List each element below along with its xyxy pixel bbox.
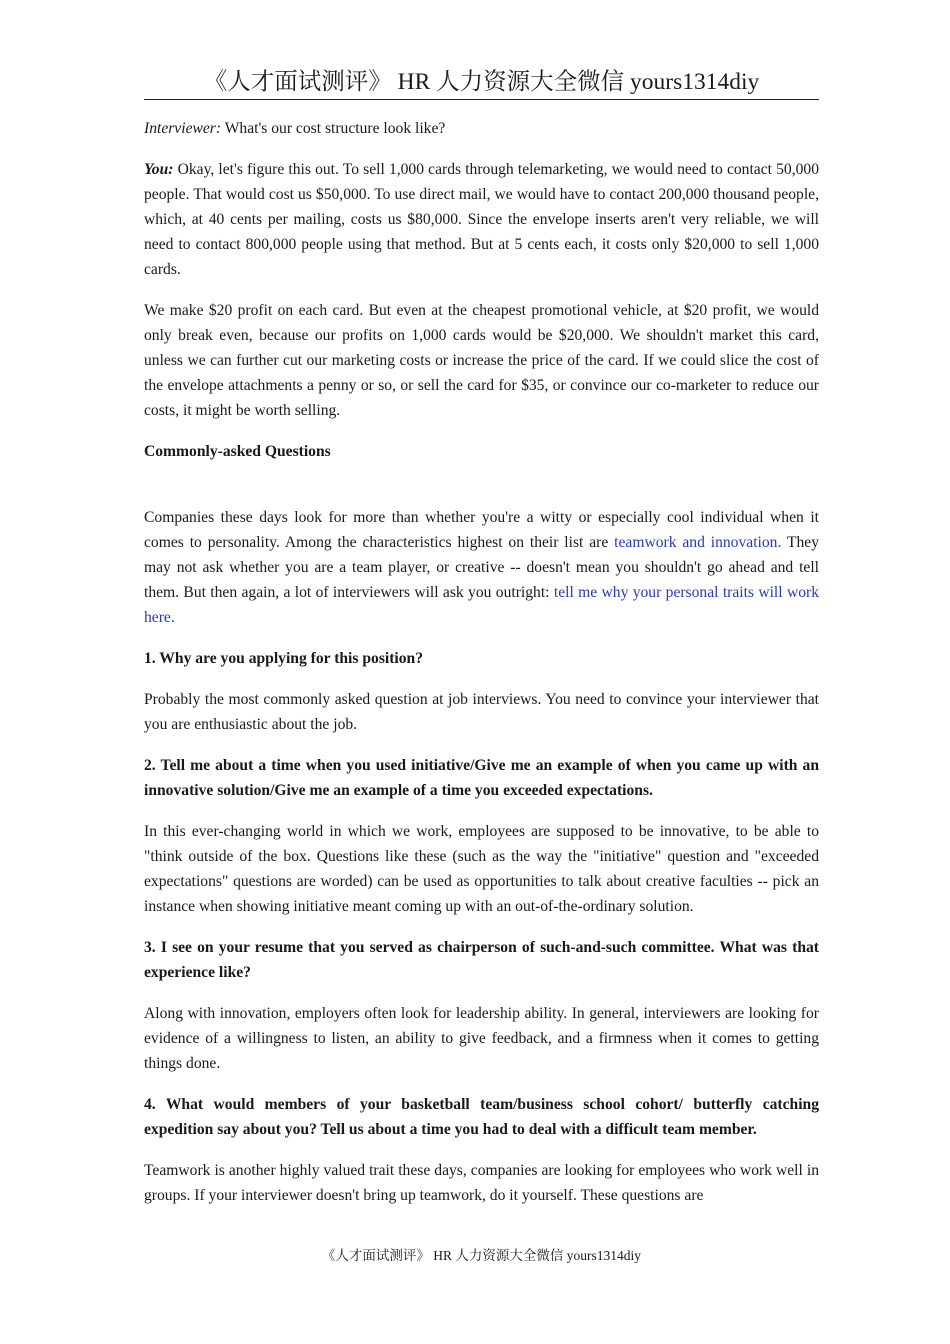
conclusion-paragraph: We make $20 profit on each card. But even at the cheapest promotional vehicle, at $20 profit, we would only break even, because our profits on 1,000 cards would be $20,000. We shouldn't market this card, unless we can further cut our marketing costs or increase the price of the card. If we could slice the cost of the envelope attachments a penny or so, or sell the card for $35, or convince our co-marketer to reduce our costs, it might be worth selling.: [144, 302, 819, 419]
question-3-answer: Along with innovation, employers often look for leadership ability. In general, interviewers are looking for evidence of a willingness to listen, an ability to give feedback, and a firmness when it comes to getting things done.: [144, 1005, 819, 1072]
question-2-heading: 2. Tell me about a time when you used initiative/Give me an example of when you came up with an innovative solution/Give me an example of a time you exceeded expectations.: [144, 757, 819, 799]
document-body: [144, 116, 819, 1224]
question-1-answer: Probably the most commonly asked question at job interviews. You need to convince your interviewer that you are enthusiastic about the job.: [144, 691, 819, 733]
page-footer-text: 《人才面试测评》 HR 人力资源大全微信 yours1314diy: [321, 1248, 642, 1263]
interviewer-line: [144, 116, 819, 141]
you-line: [144, 157, 819, 282]
question-4-answer: Teamwork is another highly valued trait these days, companies are looking for employees who work well in groups. If your interviewer doesn't bring up teamwork, do it yourself. These questions are: [144, 1162, 819, 1204]
you-label: You:: [144, 161, 174, 178]
intro-text-2: They may not ask whether you are a team player, or creative -- doesn't mean you shouldn't go ahead and tell them. But then again, a lot of interviewers will ask you outright:: [144, 534, 819, 601]
page-header-title: 《人才面试测评》 HR 人力资源大全微信 yours1314diy: [203, 69, 760, 95]
intro-link-teamwork[interactable]: teamwork and innovation.: [614, 534, 782, 551]
question-1-heading: 1. Why are you applying for this position?: [144, 650, 424, 667]
question-4-heading: 4. What would members of your basketball team/business school cohort/ butterfly catching expedition say about you? Tell us about a time you had to deal with a difficult team member.: [144, 1096, 819, 1138]
intro-link-traits[interactable]: tell me why your personal traits will work here.: [144, 584, 819, 626]
page-header: [144, 66, 819, 100]
intro-text-1: Companies these days look for more than whether you're a witty or especially cool individual when it comes to personality. Among the characteristics highest on their list are: [144, 509, 819, 551]
interviewer-label: Interviewer:: [144, 120, 222, 137]
question-3-heading: 3. I see on your resume that you served as chairperson of such-and-such committee. What was that experience like?: [144, 939, 819, 981]
interviewer-text: What's our cost structure look like?: [221, 120, 446, 137]
you-text: Okay, let's figure this out. To sell 1,000 cards through telemarketing, we would need to contact 50,000 people. That would cost us $50,000. To use direct mail, we would have to contact 200,000 thousand people, which, at 40 cents per mailing, costs us $80,000. Since the envelope inserts aren't very reliable, we will need to contact 800,000 people using that method. But at 5 cents each, it costs only $20,000 to sell 1,000 cards.: [144, 161, 819, 278]
section-title: Commonly-asked Questions: [144, 443, 331, 460]
question-2-answer: In this ever-changing world in which we work, employees are supposed to be innovative, to be able to "think outside of the box. Questions like these (such as the way the "initiative" question and "exceeded expectations" questions are worded) can be used as opportunities to talk about creative faculties -- pick an instance when showing initiative meant coming up with an out-of-the-ordinary solution.: [144, 823, 819, 915]
intro-paragraph: [144, 505, 819, 630]
page-footer: [144, 1246, 819, 1266]
